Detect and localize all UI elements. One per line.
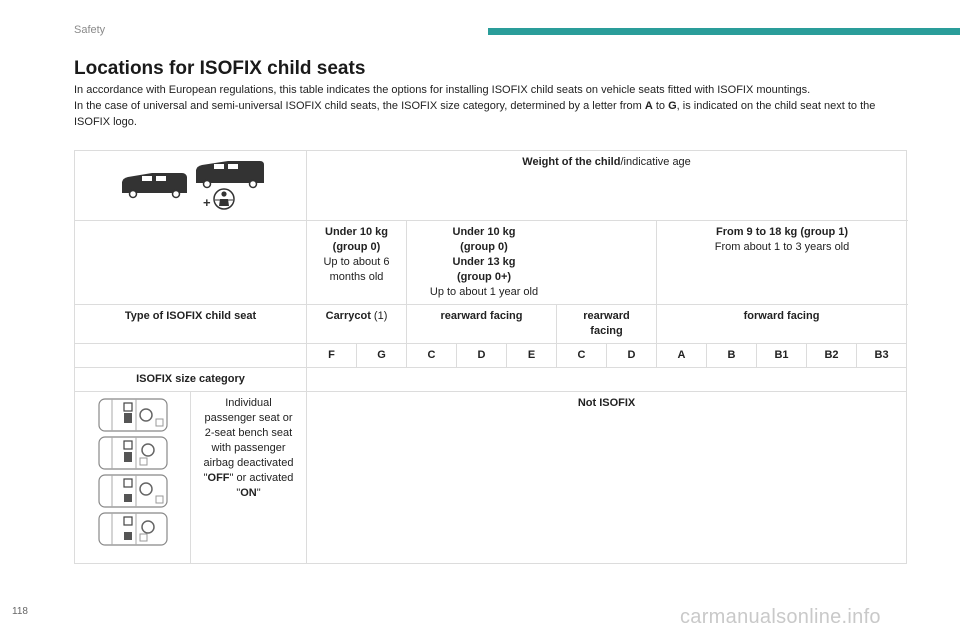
- vehicle-vans-icon: [116, 155, 266, 211]
- empty-cell: [75, 344, 307, 368]
- size-category-cell: B3: [857, 344, 907, 368]
- airbag-on-label: ON: [240, 487, 257, 499]
- svg-text:+: +: [202, 195, 211, 210]
- seat-plan-icon: [98, 512, 168, 546]
- seat-desc-line: Individual: [225, 397, 272, 409]
- group-0-sub: Up to about 6: [323, 256, 390, 268]
- size-category-cell: B1: [757, 344, 807, 368]
- size-category-cell: F: [307, 344, 357, 368]
- size-category-cell: A: [657, 344, 707, 368]
- size-category-cell: C: [407, 344, 457, 368]
- group-1-line: (group 0+): [456, 271, 512, 283]
- rearward-line-2: facing: [590, 325, 623, 337]
- table-row-size-label: [75, 368, 907, 392]
- quote-mark: ": [256, 487, 261, 499]
- isofix-child-seat-icon: [214, 189, 234, 209]
- airbag-off-label: OFF: [207, 472, 230, 484]
- rearward-line-1: rearward: [583, 310, 630, 322]
- page-title: Locations for ISOFIX child seats: [74, 58, 366, 79]
- table-row-seat-type: [75, 305, 907, 344]
- empty-cell: [307, 368, 907, 392]
- seat-description-cell: [191, 392, 307, 564]
- isofix-size-category-label: ISOFIX size category: [75, 368, 307, 392]
- seat-desc-or: " or activated: [229, 472, 294, 484]
- group-cell-1: [407, 221, 657, 305]
- seat-plan-icon: [98, 474, 168, 508]
- size-category-cell: D: [607, 344, 657, 368]
- group-cell-2: [657, 221, 907, 305]
- page-number: 118: [12, 606, 28, 617]
- carrycot-label: Carrycot: [325, 310, 371, 322]
- intro-line-2-start: In the case of universal and semi-universal ISOFIX child seats, the ISOFIX size category, determined by a letter from: [74, 100, 645, 112]
- intro-line-1: In accordance with European regulations, this table indicates the options for installing ISOFIX child seats on vehicle seats fitted with ISOFIX mountings.: [74, 84, 811, 96]
- empty-cell: [75, 221, 307, 305]
- size-category-cell: B: [707, 344, 757, 368]
- group-2-line: From 9 to 18 kg (group 1): [715, 226, 848, 238]
- seat-desc-line: 2-seat bench seat: [204, 427, 293, 439]
- isofix-table: [74, 150, 907, 564]
- group-1-sub: Up to about 1 year old: [429, 286, 539, 298]
- group-1-line: Under 13 kg: [452, 256, 516, 268]
- table-row-size-letters: [75, 344, 907, 368]
- seat-desc-line: passenger seat or: [204, 412, 293, 424]
- seat-desc-line: airbag deactivated: [203, 457, 294, 469]
- intro-line-2-end: , is indicated on the child seat next to the ISOFIX logo.: [74, 100, 876, 128]
- group-1-line: Under 10 kg: [452, 226, 516, 238]
- group-2-sub: From about 1 to 3 years old: [714, 241, 850, 253]
- seat-plan-icon: [98, 436, 168, 470]
- group-0-line: Under 10 kg: [325, 226, 388, 238]
- size-category-cell: B2: [807, 344, 857, 368]
- carrycot-note: (1): [370, 310, 388, 322]
- group-0-line: (group 0): [332, 241, 381, 253]
- size-category-cell: C: [557, 344, 607, 368]
- seat-diagram-cell: [75, 392, 191, 564]
- seat-type-label: Type of ISOFIX child seat: [75, 305, 307, 344]
- letter-g: G: [668, 100, 677, 112]
- intro-line-2: [74, 98, 914, 130]
- weight-header-rest: /indicative age: [620, 156, 691, 168]
- watermark: carmanualsonline.info: [680, 606, 881, 628]
- seat-desc-line: with passenger: [211, 442, 286, 454]
- section-label: Safety: [74, 24, 106, 36]
- table-row-groups: [75, 221, 907, 305]
- size-category-cell: E: [507, 344, 557, 368]
- table-row-passenger-seat: [75, 392, 907, 564]
- weight-header-cell: [307, 151, 907, 221]
- not-isofix-cell: Not ISOFIX: [307, 392, 907, 564]
- rearward-facing-cell-2: [557, 305, 657, 344]
- quote-mark: ": [203, 472, 208, 484]
- intro-to-word: to: [652, 100, 669, 112]
- seat-plan-icon: [98, 398, 168, 432]
- size-category-cell: G: [357, 344, 407, 368]
- vehicle-icon-cell: [75, 151, 307, 221]
- group-1-line: (group 0): [460, 241, 508, 253]
- size-category-cell: D: [457, 344, 507, 368]
- quote-mark: ": [236, 487, 241, 499]
- letter-a: A: [644, 100, 653, 112]
- carrycot-cell: [307, 305, 407, 344]
- group-cell-0: [307, 221, 407, 305]
- table-row-header: [75, 151, 907, 221]
- weight-header-bold: Weight of the child: [522, 156, 621, 168]
- group-0-sub: months old: [329, 271, 384, 283]
- header-accent-bar: [488, 28, 960, 35]
- rearward-facing-cell: rearward facing: [407, 305, 557, 344]
- intro-text: [74, 82, 914, 130]
- forward-facing-cell: forward facing: [657, 305, 907, 344]
